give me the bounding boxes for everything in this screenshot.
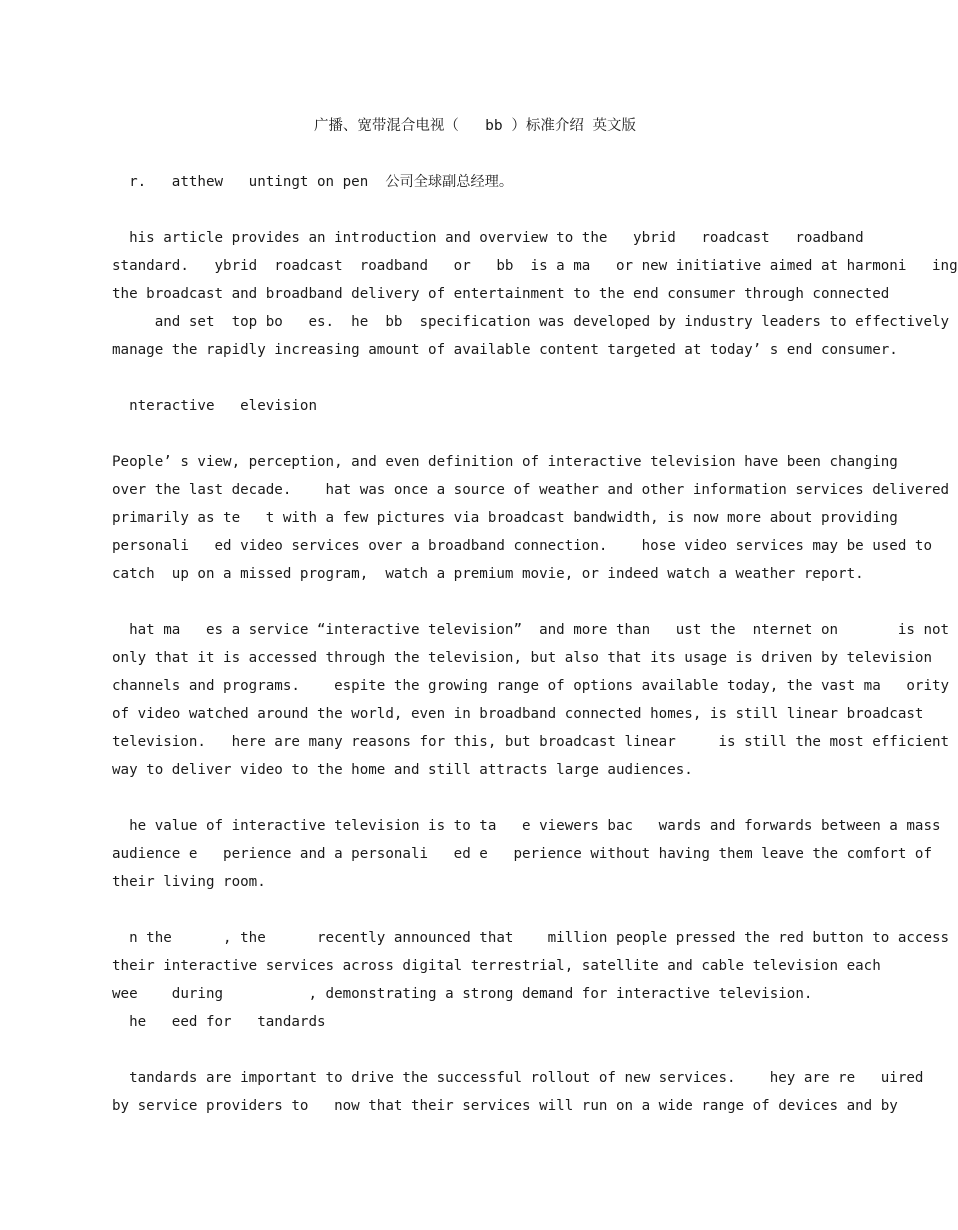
- intro-line: standard. ybrid roadcast roadband or bb is a ma or new initiative aimed at harmoni ing: [112, 258, 958, 274]
- paragraph-line: he value of interactive television is to ta e viewers bac wards and forwards between a mass: [112, 818, 941, 834]
- paragraph-line: n the , the recently announced that million people pressed the red button to access: [112, 930, 950, 946]
- paragraph-line: by service providers to now that their services will run on a wide range of devices and by: [112, 1098, 898, 1114]
- paragraph-line: hat ma es a service “interactive television” and more than ust the nternet on is not: [112, 622, 950, 638]
- paragraph-line: tandards are important to drive the successful rollout of new services. hey are re uired: [112, 1070, 924, 1086]
- paragraph-line: audience e perience and a personali ed e perience without having them leave the comfort of: [112, 846, 932, 862]
- paragraph-line: television. here are many reasons for this, but broadcast linear is still the most efficient: [112, 734, 950, 750]
- paragraph-line: wee during , demonstrating a strong demand for interactive television.: [112, 986, 813, 1002]
- paragraph-line: primarily as te t with a few pictures via broadcast bandwidth, is now more about providing: [112, 510, 898, 526]
- paragraph-line: personali ed video services over a broadband connection. hose video services may be used to: [112, 538, 932, 554]
- intro-line: manage the rapidly increasing amount of available content targeted at today’ s end consumer.: [112, 342, 898, 358]
- author-line: r. atthew untingt on pen 公司全球副总经理。: [112, 174, 514, 190]
- intro-line: and set top bo es. he bb specification was developed by industry leaders to effectively: [112, 314, 950, 330]
- paragraph-line: of video watched around the world, even in broadband connected homes, is still linear broadcast: [112, 706, 924, 722]
- paragraph-line: their living room.: [112, 874, 266, 890]
- intro-line: his article provides an introduction and overview to the ybrid roadcast roadband: [112, 230, 864, 246]
- paragraph-line: People’ s view, perception, and even definition of interactive television have been changing: [112, 454, 898, 470]
- paragraph-line: over the last decade. hat was once a source of weather and other information services delivered: [112, 482, 950, 498]
- paragraph-line: channels and programs. espite the growing range of options available today, the vast ma ority: [112, 678, 950, 694]
- paragraph-line: catch up on a missed program, watch a premium movie, or indeed watch a weather report.: [112, 566, 864, 582]
- document-title: 广播、宽带混合电视（ bb ）标准介绍 英文版: [313, 118, 637, 134]
- section-heading-need-for-standards: he eed for tandards: [112, 1014, 326, 1030]
- paragraph-line: only that it is accessed through the television, but also that its usage is driven by television: [112, 650, 932, 666]
- paragraph-line: their interactive services across digital terrestrial, satellite and cable television each: [112, 958, 881, 974]
- intro-line: the broadcast and broadband delivery of entertainment to the end consumer through connected: [112, 286, 890, 302]
- section-heading-interactive-television: nteractive elevision: [112, 398, 317, 414]
- paragraph-line: way to deliver video to the home and still attracts large audiences.: [112, 762, 693, 778]
